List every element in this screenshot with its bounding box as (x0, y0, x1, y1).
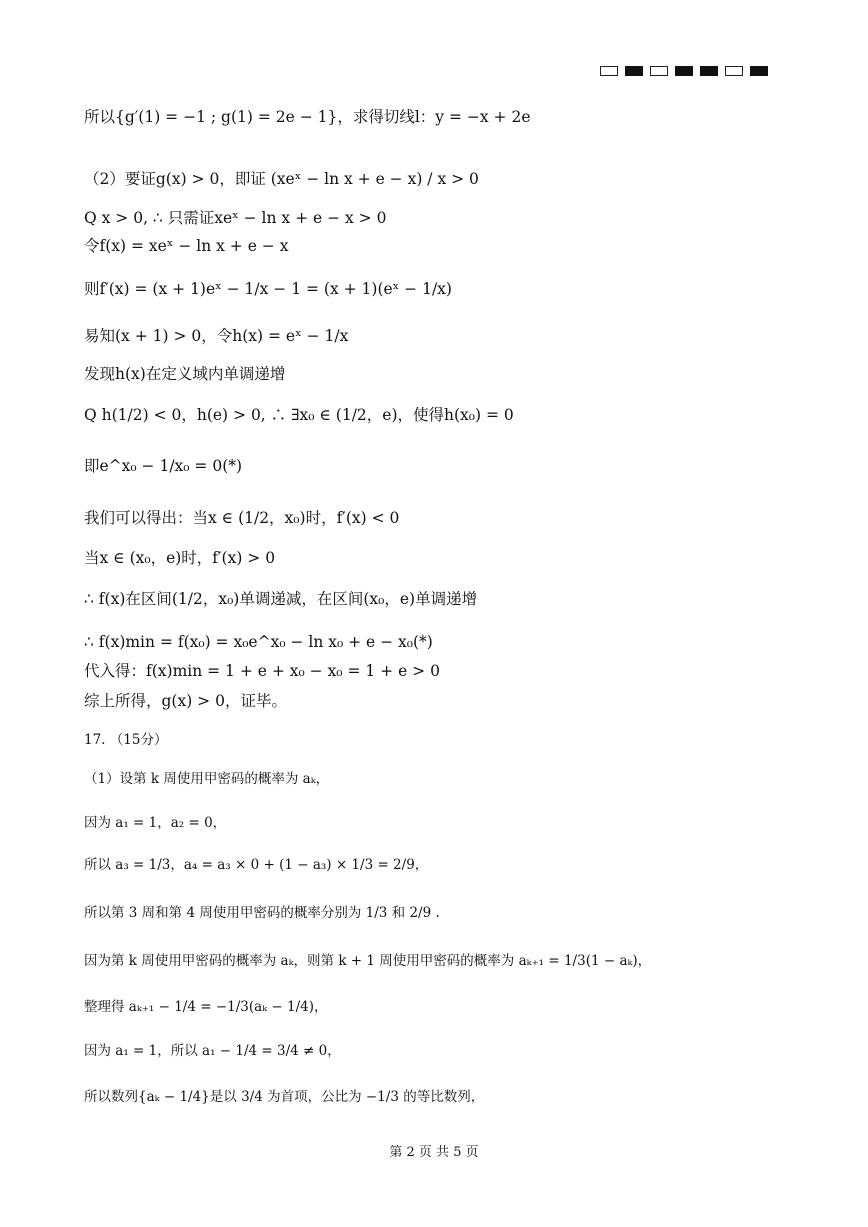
text-line: 17. （15分） (84, 732, 168, 748)
page-footer: 第 2 页 共 5 页 (389, 1145, 479, 1160)
filled-square-icon (700, 66, 718, 76)
text-line: 令f(x) = xeˣ − ln x + e − x (84, 237, 289, 255)
text-line: 所以{g′(1) = −1 ; g(1) = 2e − 1}，求得切线l：y = −x + 2e (84, 108, 531, 126)
text-line: 易知(x + 1) > 0，令h(x) = eˣ − 1/x (84, 327, 349, 345)
empty-square-icon (725, 66, 743, 76)
text-line: 整理得 aₖ₊₁ − 1/4 = −1/3(aₖ − 1/4)， (84, 999, 328, 1015)
text-line: Q h(1/2) < 0，h(e) > 0, ∴ ∃x₀ ∈ (1/2，e)，使得h(x₀) = 0 (84, 406, 514, 424)
text-line: Q x > 0, ∴ 只需证xeˣ − ln x + e − x > 0 (84, 209, 387, 227)
text-line: ∴ f(x)在区间(1/2，x₀)单调递减，在区间(x₀，e)单调递增 (84, 590, 478, 608)
text-line: （1）设第 k 周使用甲密码的概率为 aₖ， (84, 771, 330, 787)
text-line: 所以 a₃ = 1/3，a₄ = a₃ × 0 + (1 − a₃) × 1/3 = 2/9， (84, 857, 429, 873)
text-line: 代入得：f(x)min = 1 + e + x₀ − x₀ = 1 + e > 0 (84, 662, 440, 680)
filled-square-icon (675, 66, 693, 76)
text-line: 即e^x₀ − 1/x₀ = 0(*) (84, 457, 243, 475)
text-line: 因为 a₁ = 1，所以 a₁ − 1/4 = 3/4 ≠ 0， (84, 1043, 341, 1059)
filled-square-icon (625, 66, 643, 76)
text-line: 所以第 3 周和第 4 周使用甲密码的概率分别为 1/3 和 2/9 . (84, 905, 440, 921)
text-line: 因为 a₁ = 1，a₂ = 0， (84, 815, 227, 831)
text-line: 综上所得，g(x) > 0，证毕。 (84, 692, 287, 710)
text-line: 当x ∈ (x₀，e)时，f′(x) > 0 (84, 549, 276, 567)
text-line: 因为第 k 周使用甲密码的概率为 aₖ，则第 k + 1 周使用甲密码的概率为 aₖ₊₁ = 1/3(1 − aₖ)， (84, 953, 652, 969)
empty-square-icon (600, 66, 618, 76)
filled-square-icon (750, 66, 768, 76)
text-line: ∴ f(x)min = f(x₀) = x₀e^x₀ − ln x₀ + e − x₀(*) (84, 633, 433, 651)
text-line: 所以数列{aₖ − 1/4}是以 3/4 为首项，公比为 −1/3 的等比数列， (84, 1089, 485, 1105)
text-line: （2）要证g(x) > 0，即证 (xeˣ − ln x + e − x) / x > 0 (84, 170, 479, 188)
text-line: 则f′(x) = (x + 1)eˣ − 1/x − 1 = (x + 1)(eˣ − 1/x) (84, 280, 452, 298)
text-line: 我们可以得出：当x ∈ (1/2，x₀)时，f′(x) < 0 (84, 509, 400, 527)
empty-square-icon (650, 66, 668, 76)
header-marks (600, 66, 768, 76)
text-line: 发现h(x)在定义域内单调递增 (84, 365, 286, 383)
